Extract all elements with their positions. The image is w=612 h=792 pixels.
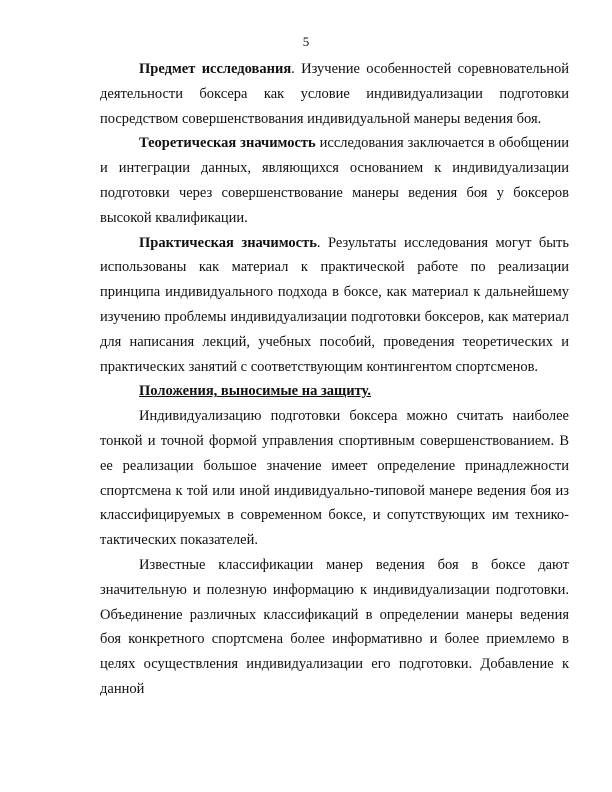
document-body bbox=[100, 57, 569, 702]
body-paragraph: Известные классификации манер ведения боя в боксе дают значительную и полезную информацию к индивидуализации подготовки. Объединение различных классификаций в определении манеры ведения боя конкретного спортсмена более информативно и более приемлемо в целях осуществления индивидуализации его подготовки. Добавление к данной bbox=[100, 556, 569, 697]
paragraph-research-subject bbox=[100, 57, 569, 131]
paragraph-lead: Практическая значимость bbox=[139, 234, 317, 251]
section-heading bbox=[100, 379, 569, 404]
body-paragraph: Индивидуализацию подготовки боксера можно считать наиболее тонкой и точной формой управления спортивным совершенствованием. В ее реализации большое значение имеет определение принадлежности спортсмена к той или иной индивидуально-типовой манере ведения боя из классифицируемых в современном боксе, и сопутствующих им технико-тактических показателей. bbox=[100, 408, 569, 549]
paragraph-theoretical-significance bbox=[100, 131, 569, 230]
paragraph-practical-significance bbox=[100, 231, 569, 380]
paragraph-text: . Результаты исследования могут быть использованы как материал к практической работе по реализации принципа индивидуального подхода в боксе, как материал к дальнейшему изучению проблемы индивидуализации подготовки боксеров, как материал для написания лекций, учебных пособий, проведения теоретических и практических занятий с соответствующим контингентом спортсменов. bbox=[100, 234, 569, 375]
section-heading-text: Положения, выносимые на защиту. bbox=[139, 383, 371, 400]
paragraph-text: исследования заключается в обобщении и интеграции данных, являющихся основанием к индивидуализации подготовки через совершенствование манеры ведения боя у боксеров высокой квалификации. bbox=[100, 135, 569, 226]
paragraph-text: . Изучение особенностей соревновательной деятельности боксера как условие индивидуализации подготовки посредством совершенствования индивидуальной манеры ведения боя. bbox=[100, 61, 569, 127]
page-number: 5 bbox=[302, 34, 310, 49]
paragraph-lead: Теоретическая значимость bbox=[139, 135, 316, 152]
paragraph-lead: Предмет исследования bbox=[139, 61, 292, 77]
